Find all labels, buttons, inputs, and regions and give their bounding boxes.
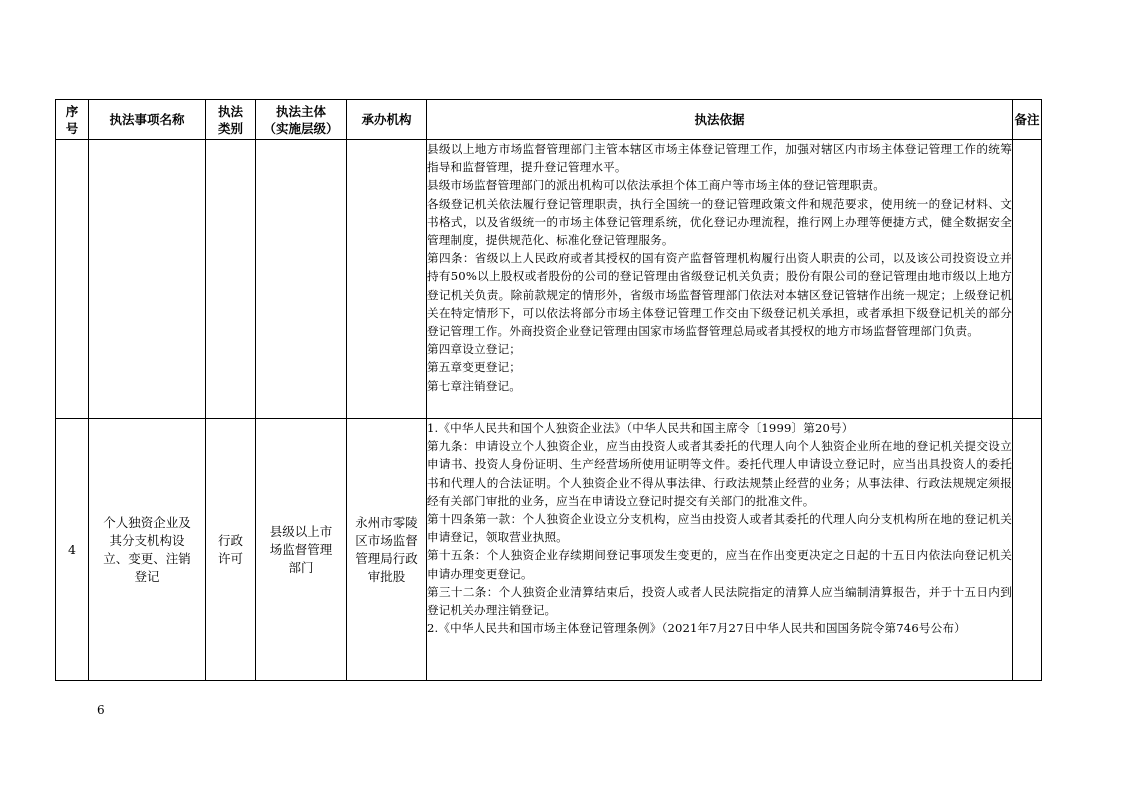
basis-paragraph: 各级登记机关依法履行登记管理职责，执行全国统一的登记管理政策文件和规范要求，使用统一的登记材料、文书格式，以及省级统一的市场主体登记管理系统，优化登记办理流程，推行网上办理等便捷方式，健全数据安全管理制度，提供规范化、标准化登记管理服务。 — [427, 196, 1012, 248]
basis-paragraph: 县级以上地方市场监督管理部门主管本辖区市场主体登记管理工作，加强对辖区内市场主体登记管理工作的统筹指导和监督管理，提升登记管理水平。 — [427, 142, 1012, 175]
cell-remarks — [1013, 140, 1042, 419]
cell-seq — [56, 140, 89, 419]
enforcement-table — [55, 99, 1042, 681]
cell-seq: 4 — [56, 419, 89, 681]
cell-basis — [427, 419, 1013, 681]
cell-agency — [347, 140, 427, 419]
basis-paragraph: 第十四条第一款：个人独资企业设立分支机构，应当由投资人或者其委托的代理人向分支机构所在地的登记机关申请登记，领取营业执照。 — [427, 512, 1012, 545]
basis-paragraph: 2.《中华人民共和国市场主体登记管理条例》（2021年7月27日中华人民共和国国务院令第746号公布） — [427, 621, 966, 636]
page-number: 6 — [97, 703, 105, 717]
basis-paragraph: 第七章注销登记。 — [427, 378, 521, 393]
header-subject-line2: （实施层级） — [263, 120, 339, 136]
header-row — [56, 100, 1042, 140]
header-item-name: 执法事项名称 — [89, 100, 206, 140]
table-row — [56, 140, 1042, 419]
header-subject-line1: 执法主体 — [275, 103, 326, 119]
header-basis: 执法依据 — [427, 100, 1013, 140]
basis-paragraph: 第九条：申请设立个人独资企业，应当由投资人或者其委托的代理人向个人独资企业所在地的登记机关提交设立申请书、投资人身份证明、生产经营场所使用证明等文件。委托代理人申请设立登记时，应当出具投资人的委托书和代理人的合法证明。个人独资企业不得从事法律、行政法规禁止经营的业务；从事法律、行政法规规定须报经有关部门审批的业务，应当在申请设立登记时提交有关部门的批准文件。 — [427, 439, 1012, 508]
cell-remarks — [1013, 419, 1042, 681]
cell-basis — [427, 140, 1013, 419]
header-category: 执法类别 — [206, 100, 256, 140]
cell-subject — [256, 140, 347, 419]
basis-paragraph: 第三十二条：个人独资企业清算结束后，投资人或者人民法院指定的清算人应当编制清算报告，并于十五日内到登记机关办理注销登记。 — [427, 584, 1012, 618]
cell-agency: 永州市零陵区市场监督管理局行政审批股 — [347, 419, 427, 681]
basis-paragraph: 第四章设立登记； — [427, 342, 521, 357]
basis-paragraph: 第五章变更登记； — [427, 360, 521, 375]
cell-item-name: 个人独资企业及其分支机构设立、变更、注销登记 — [89, 419, 206, 681]
basis-paragraph: 第四条：省级以上人民政府或者其授权的国有资产监督管理机构履行出资人职责的公司，以及该公司投资设立并持有50%以上股权或者股份的公司的登记管理由省级登记机关负责；股份有限公司的登记管理由地市级以上地方登记机关负责。除前款规定的情形外，省级市场监督管理部门依法对本辖区登记管辖作出统一规定；上级登记机关在特定情形下，可以依法将部分市场主体登记管理工作交由下级登记机关承担，或者承担下级登记机关的部分登记管理工作。外商投资企业登记管理由国家市场监督管理总局或者其授权的地方市场监督管理部门负责。 — [427, 251, 1012, 339]
header-agency: 承办机构 — [347, 100, 427, 140]
basis-paragraph: 1.《中华人民共和国个人独资企业法》（中华人民共和国主席令〔1999〕第20号） — [427, 421, 854, 435]
header-subject — [256, 100, 347, 140]
cell-subject: 县级以上市场监督管理部门 — [256, 419, 347, 681]
basis-paragraph: 县级市场监督管理部门的派出机构可以依法承担个体工商户等市场主体的登记管理职责。 — [427, 178, 886, 193]
header-remarks: 备注 — [1013, 100, 1042, 140]
table-row — [56, 419, 1042, 681]
cell-category — [206, 140, 256, 419]
basis-paragraph: 第十五条：个人独资企业存续期间登记事项发生变更的，应当在作出变更决定之日起的十五日内依法向登记机关申请办理变更登记。 — [427, 548, 1012, 581]
header-seq: 序号 — [56, 100, 89, 140]
cell-item-name — [89, 140, 206, 419]
cell-category: 行政许可 — [206, 419, 256, 681]
